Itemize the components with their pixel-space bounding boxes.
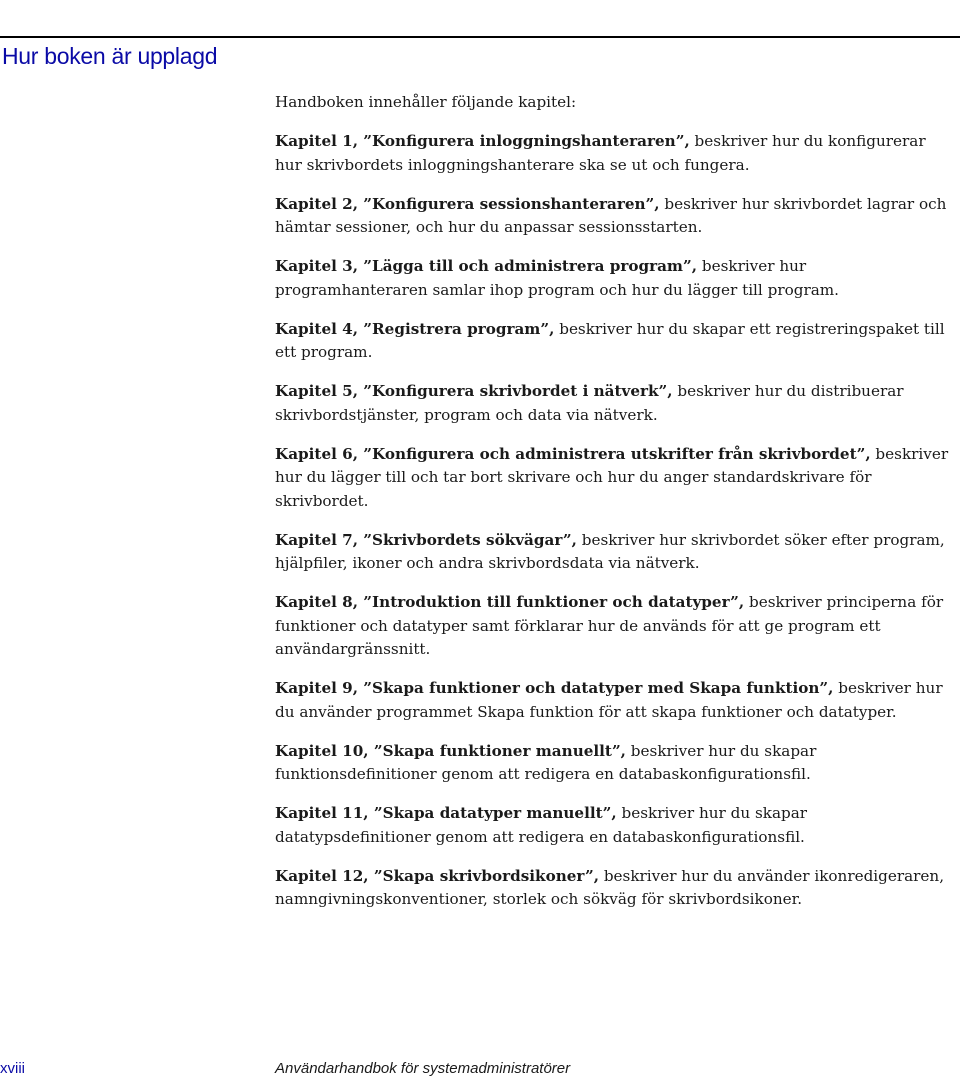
chapter-title: Kapitel 3, ”Lägga till och administrera program”, (275, 257, 698, 275)
page-number: xviii (0, 1060, 25, 1077)
chapter-title: Kapitel 11, ”Skapa datatyper manuellt”, (275, 804, 617, 822)
chapter-description: beskriver hur du skapar datatypsdefinitioner genom att redigera en databaskonfigurationsfil. (275, 804, 808, 846)
chapter-list (275, 91, 955, 927)
chapter-description: beskriver hur du lägger till och tar bort skrivare och hur du anger standardskrivare för skrivbordet. (275, 444, 949, 510)
chapter-title: Kapitel 10, ”Skapa funktioner manuellt”, (275, 741, 626, 760)
chapter-item-10 (275, 740, 955, 787)
chapter-description: beskriver hur programhanteraren samlar ihop program och hur du lägger till program. (275, 257, 839, 299)
intro-text: Handboken innehåller följande kapitel: (275, 93, 577, 111)
chapter-description: beskriver hur du distribuerar skrivbordstjänster, program och data via nätverk. (275, 382, 904, 424)
chapter-description: beskriver hur skrivbordet lagrar och hämtar sessioner, och hur du anpassar sessionsstarten. (275, 194, 947, 236)
chapter-item-5 (275, 380, 955, 427)
chapter-item-12 (275, 865, 955, 912)
chapter-description: beskriver hur du skapar funktionsdefinitioner genom att redigera en databaskonfigurationsfil. (275, 741, 817, 783)
chapter-title: Kapitel 7, ”Skrivbordets sökvägar”, (275, 530, 577, 549)
chapter-item-7 (275, 529, 955, 576)
chapter-item-9 (275, 677, 955, 724)
chapter-description: beskriver hur du använder programmet Skapa funktion för att skapa funktioner och datatyper. (275, 679, 943, 721)
chapter-title: Kapitel 5, ”Konfigurera skrivbordet i nätverk”, (275, 382, 673, 400)
chapter-title: Kapitel 6, ”Konfigurera och administrera utskrifter från skrivbordet”, (275, 444, 871, 463)
footer-book-title: Användarhandbok för systemadministratörer (275, 1060, 571, 1077)
chapter-title: Kapitel 8, ”Introduktion till funktioner och datatyper”, (275, 593, 745, 611)
chapter-description: beskriver hur skrivbordet söker efter program, hjälpfiler, ikoner och andra skrivbordsdata via nätverk. (275, 530, 945, 572)
chapter-item-4 (275, 318, 955, 365)
chapter-description: beskriver hur du konfigurerar hur skrivbordets inloggningshanterare ska se ut och fungera. (275, 132, 926, 174)
page-heading: Hur boken är upplagd (2, 43, 218, 69)
chapter-item-1 (275, 130, 955, 177)
chapter-description: beskriver hur du använder ikonredigeraren, namngivningskonventioner, storlek och sökväg för skrivbordsikoner. (275, 866, 945, 908)
chapter-item-2 (275, 193, 955, 240)
chapter-item-8 (275, 591, 955, 662)
chapter-item-6 (275, 443, 955, 514)
chapter-description: beskriver hur du skapar ett registreringspaket till ett program. (275, 319, 945, 361)
chapter-item-3 (275, 255, 955, 302)
chapter-item-11 (275, 802, 955, 849)
chapter-title: Kapitel 4, ”Registrera program”, (275, 319, 555, 338)
chapter-title: Kapitel 9, ”Skapa funktioner och datatyper med Skapa funktion”, (275, 679, 834, 697)
chapter-title: Kapitel 12, ”Skapa skrivbordsikoner”, (275, 866, 599, 885)
top-rule (0, 36, 960, 38)
chapter-title: Kapitel 2, ”Konfigurera sessionshanteraren”, (275, 194, 660, 213)
chapter-title: Kapitel 1, ”Konfigurera inloggningshanteraren”, (275, 132, 690, 150)
chapter-description: beskriver principerna för funktioner och datatyper samt förklarar hur de används för att ge program ett användargränssnitt. (275, 593, 944, 658)
